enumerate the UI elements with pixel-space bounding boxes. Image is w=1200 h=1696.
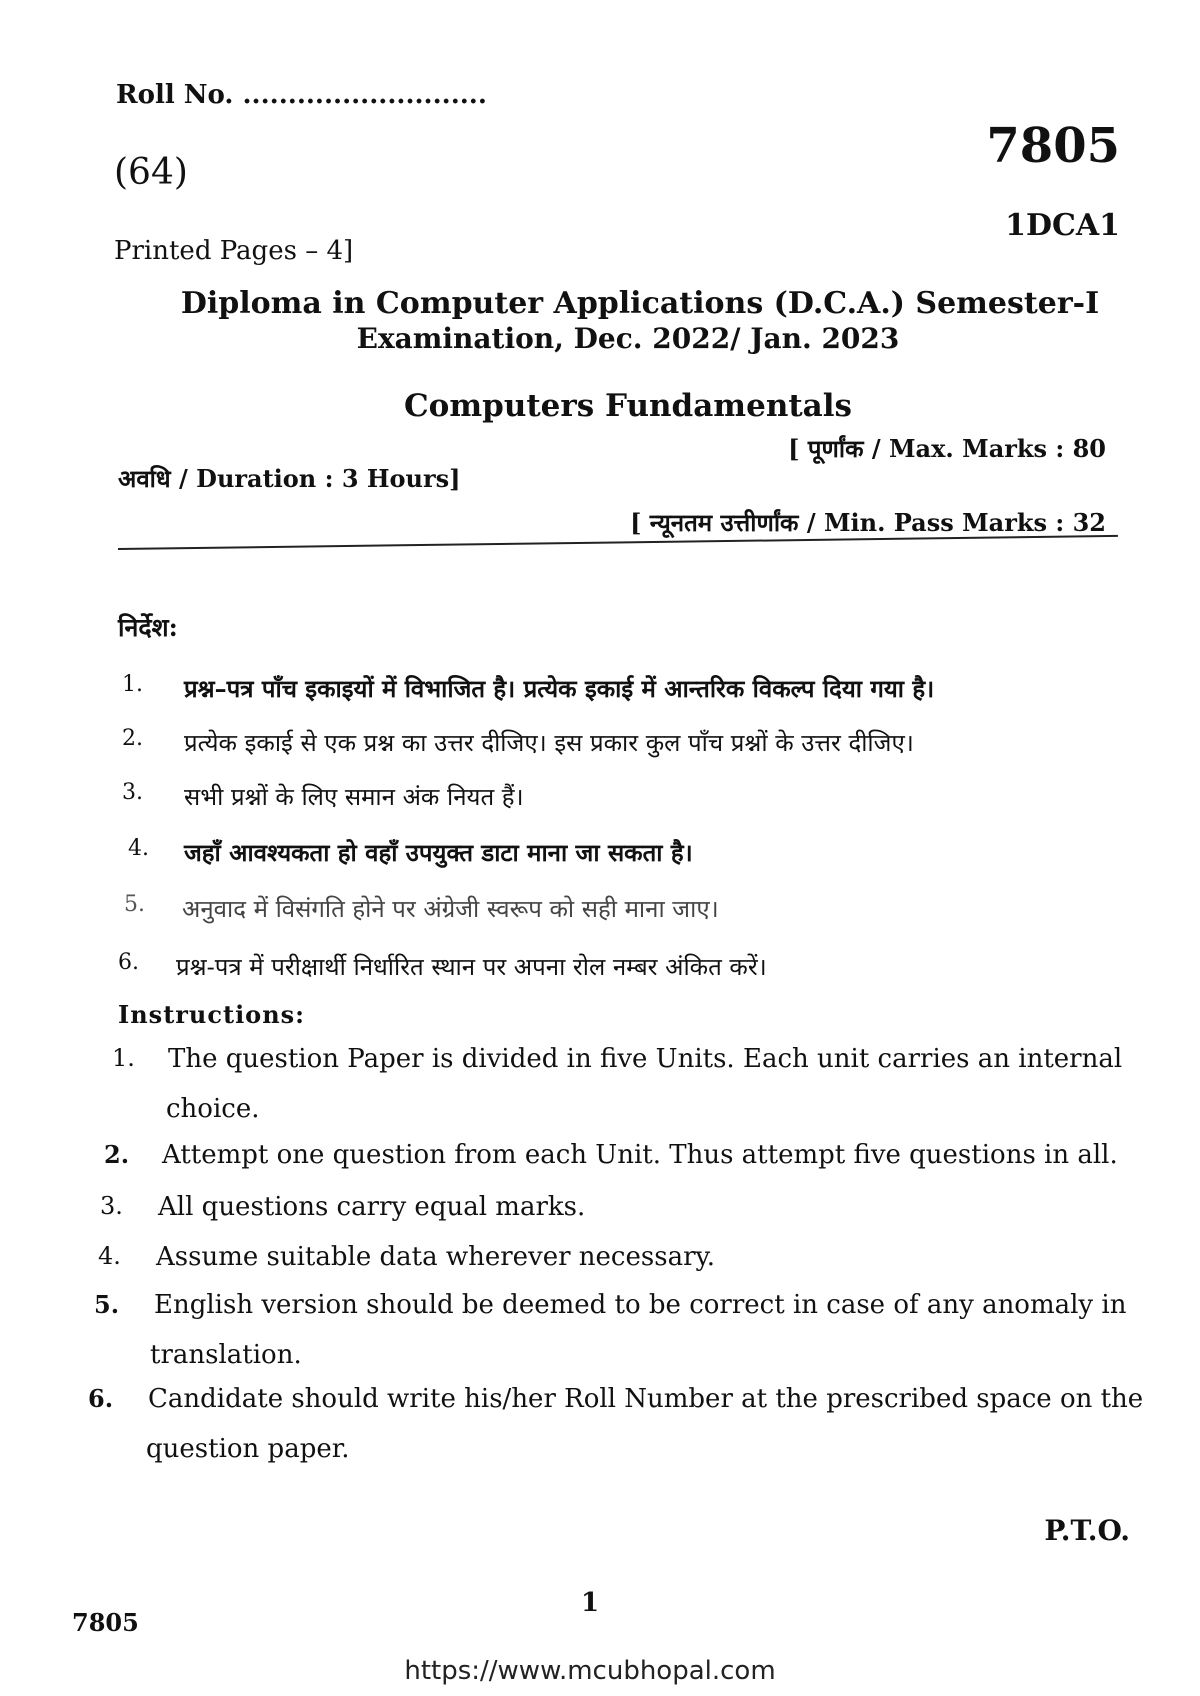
item-text: Attempt one question from each Unit. Thus attempt five questions in all.: [162, 1140, 1118, 1170]
item-number: 2.: [122, 726, 143, 751]
item-number: 4.: [128, 836, 149, 861]
item-number: 1.: [112, 1044, 135, 1072]
page-number: 1: [580, 1588, 600, 1618]
item-text: सभी प्रश्नों के लिए समान अंक नियत हैं।: [184, 783, 524, 811]
item-text: अनुवाद में विसंगति होने पर अंग्रेजी स्वरूप को सही माना जाए।: [182, 895, 719, 923]
item-text-continued: translation.: [150, 1340, 302, 1370]
duration: अवधि / Duration : 3 Hours]: [118, 464, 461, 493]
source-url: https://www.mcubhopal.com: [404, 1656, 776, 1686]
item-text: प्रश्न–पत्र पाँच इकाइयों में विभाजित है। प्रत्येक इकाई में आन्तरिक विकल्प दिया गया है।: [184, 674, 935, 703]
item-text: English version should be deemed to be correct in case of any anomaly in: [154, 1290, 1127, 1320]
item-text: Assume suitable data wherever necessary.: [156, 1242, 715, 1272]
item-text: The question Paper is divided in five Units. Each unit carries an internal: [168, 1044, 1123, 1074]
item-number: 3.: [122, 780, 143, 805]
item-text: Candidate should write his/her Roll Number at the prescribed space on the: [148, 1384, 1144, 1414]
roll-number-field: Roll No. ...........................: [116, 80, 487, 110]
exam-center-code: (64): [114, 152, 188, 193]
please-turn-over: P.T.O.: [1044, 1514, 1130, 1547]
item-text: प्रश्न-पत्र में परीक्षार्थी निर्धारित स्थान पर अपना रोल नम्बर अंकित करें।: [176, 953, 767, 981]
paper-code: 7805: [986, 118, 1120, 174]
item-text-continued: question paper.: [146, 1434, 350, 1464]
exam-title-line1: Diploma in Computer Applications (D.C.A.) Semester-I: [180, 286, 1100, 321]
item-text-continued: choice.: [166, 1094, 260, 1124]
subject-title: Computers Fundamentals: [404, 388, 852, 424]
item-number: 5.: [124, 892, 145, 917]
printed-pages: Printed Pages – 4]: [114, 236, 354, 266]
english-instructions-heading: Instructions:: [118, 1000, 306, 1029]
hindi-instructions-heading: निर्देश:: [118, 613, 178, 642]
item-number: 5.: [94, 1290, 120, 1319]
item-text: All questions carry equal marks.: [158, 1192, 586, 1222]
item-number: 6.: [88, 1384, 114, 1413]
item-number: 1.: [122, 672, 143, 697]
min-pass-marks: [ न्यूनतम उत्तीर्णांक / Min. Pass Marks : 32: [630, 508, 1106, 537]
subject-code: 1DCA1: [1005, 208, 1120, 243]
max-marks: [ पूर्णांक / Max. Marks : 80: [788, 434, 1106, 463]
item-text: प्रत्येक इकाई से एक प्रश्न का उत्तर दीजिए। इस प्रकार कुल पाँच प्रश्नों के उत्तर दीजिए।: [184, 729, 914, 757]
exam-title-line2: Examination, Dec. 2022/ Jan. 2023: [356, 322, 900, 355]
item-number: 4.: [98, 1242, 121, 1270]
item-number: 6.: [118, 950, 139, 975]
footer-paper-code: 7805: [72, 1608, 139, 1637]
item-number: 3.: [100, 1192, 123, 1220]
item-text: जहाँ आवश्यकता हो वहाँ उपयुक्त डाटा माना जा सकता है।: [184, 838, 693, 867]
item-number: 2.: [104, 1140, 130, 1169]
header-divider: [118, 535, 1118, 550]
